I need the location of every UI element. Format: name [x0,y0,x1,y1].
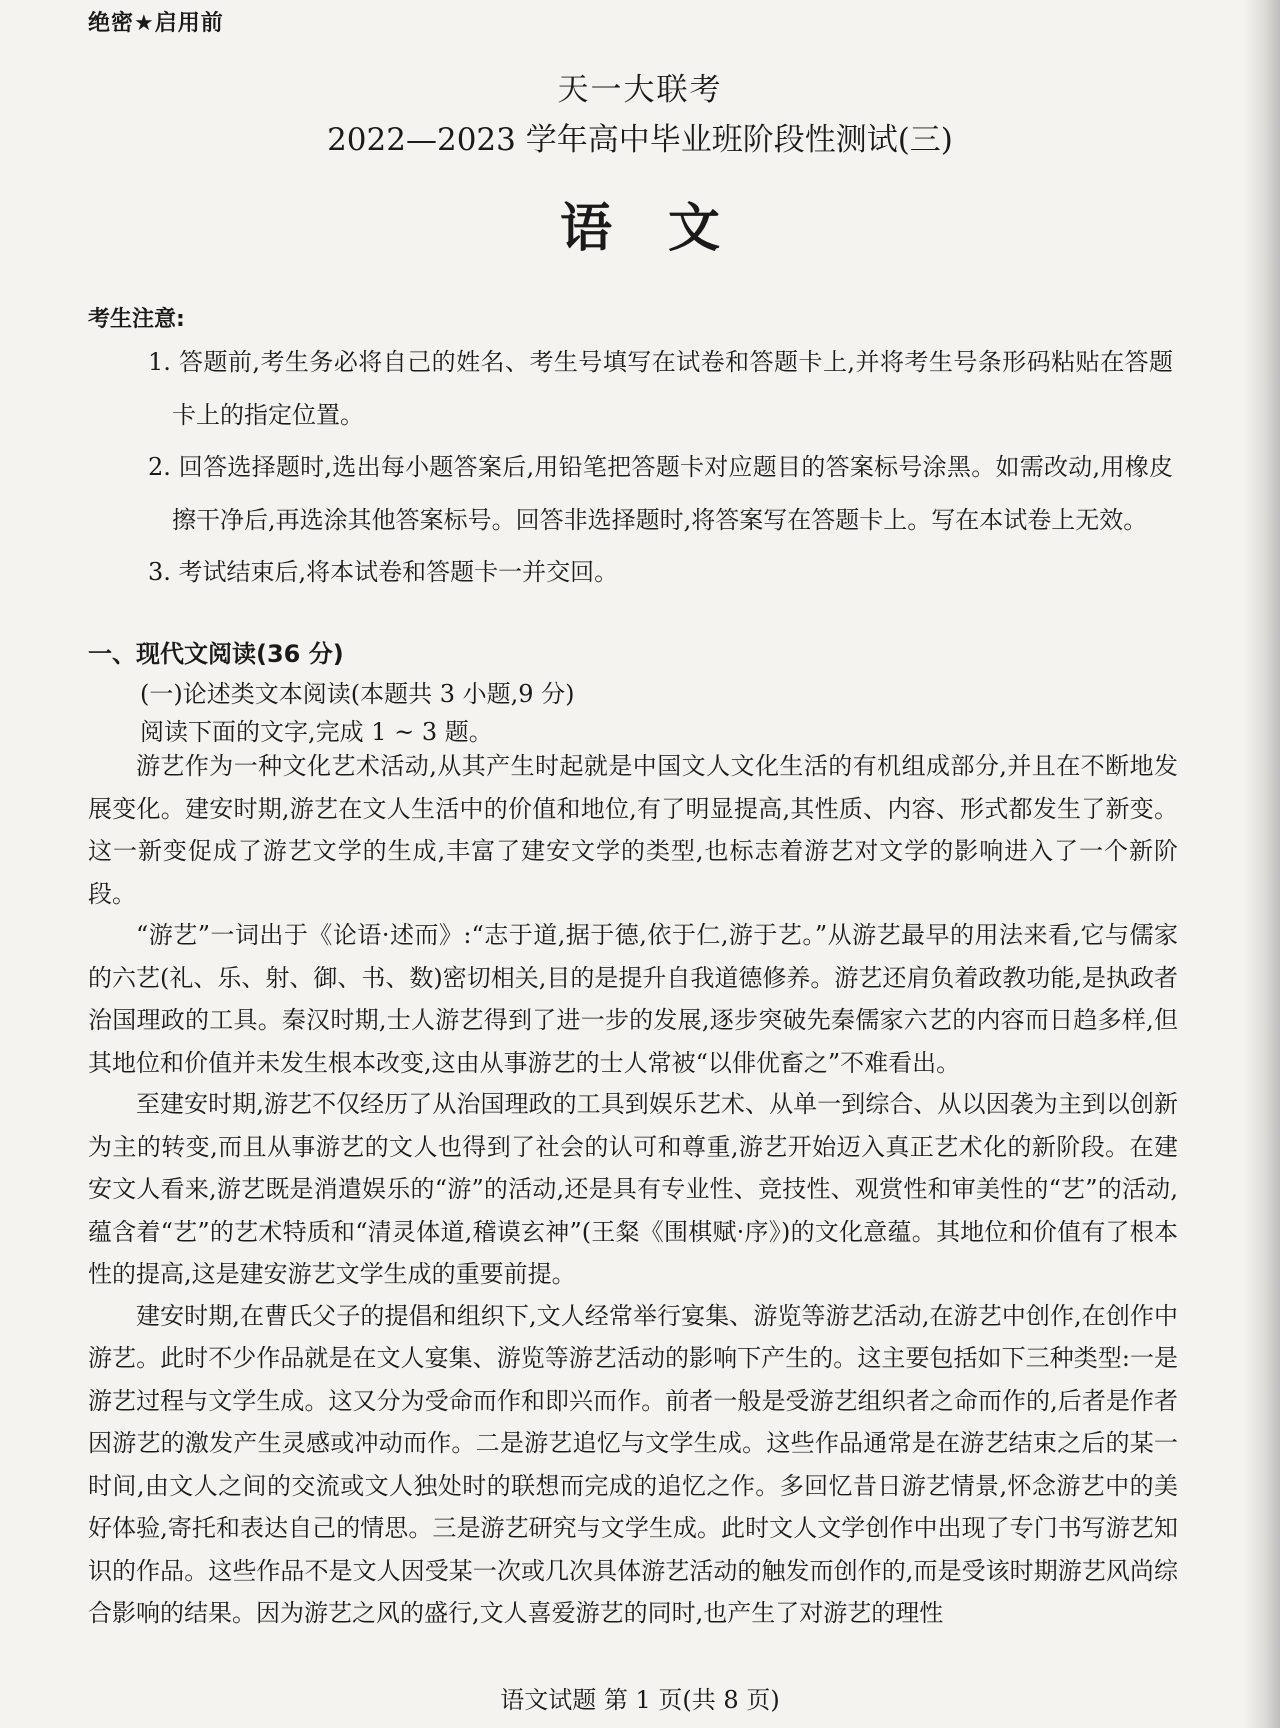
notice-list [148,336,1173,599]
notice-item: 2. 回答选择题时,选出每小题答案后,用铅笔把答题卡对应题目的答案标号涂黑。如需改动,用橡皮擦干净后,再选涂其他答案标号。回答非选择题时,将答案写在答题卡上。写在本试卷上无效。 [148,453,1173,534]
exam-brand: 天一大联考 [557,72,723,108]
notice-heading: 考生注意: [88,307,185,332]
passage-paragraph: “游艺”一词出于《论语·述而》:“志于道,据于德,依于仁,游于艺。”从游艺最早的用法来看,它与儒家的六艺(礼、乐、射、御、书、数)密切相关,目的是提升自我道德修养。游艺还肩负着政教功能,是执政者治国理政的工具。秦汉时期,士人游艺得到了进一步的发展,逐步突破先秦儒家六艺的内容而日趋多样,但其地位和价值并未发生根本改变,这由从事游艺的士人常被“以俳优畜之”不难看出。 [88,921,1178,1077]
passage-paragraph: 至建安时期,游艺不仅经历了从治国理政的工具到娱乐艺术、从单一到综合、从以因袭为主到以创新为主的转变,而且从事游艺的文人也得到了社会的认可和尊重,游艺开始迈入真正艺术化的新阶段。在建安文人看来,游艺既是消遣娱乐的“游”的活动,还是具有专业性、竞技性、观赏性和审美性的“艺”的活动,蕴含着“艺”的艺术特质和“清灵体道,稽谟玄神”(王粲《围棋赋·序》)的文化意蕴。其地位和价值有了根本性的提高,这是建安游艺文学生成的重要前提。 [88,1090,1178,1288]
notice-item: 1. 答题前,考生务必将自己的姓名、考生号填写在试卷和答题卡上,并将考生号条形码粘贴在答题卡上的指定位置。 [148,348,1173,429]
passage-paragraph: 建安时期,在曹氏父子的提倡和组织下,文人经常举行宴集、游览等游艺活动,在游艺中创作,在创作中游艺。此时不少作品就是在文人宴集、游览等游艺活动的影响下产生的。这主要包括如下三种类型:一是游艺过程与文学生成。这又分为受命而作和即兴而作。前者一般是受游艺组织者之命而作的,后者是作者因游艺的激发产生灵感或冲动而作。二是游艺追忆与文学生成。这些作品通常是在游艺结束之后的某一时间,由文人之间的交流或文人独处时的联想而完成的追忆之作。多回忆昔日游艺情景,怀念游艺中的美好体验,寄托和表达自己的情思。三是游艺研究与文学生成。此时文人文学创作中出现了专门书写游艺知识的作品。这些作品不是文人因受某一次或几次具体游艺活动的触发而创作的,而是受该时期游艺风尚综合影响的结果。因为游艺之风的盛行,文人喜爱游艺的同时,也产生了对游艺的理性 [88,1301,1178,1627]
passage-paragraph: 游艺作为一种文化艺术活动,从其产生时起就是中国文人文化生活的有机组成部分,并且在不断地发展变化。建安时期,游艺在文人生活中的价值和地位,有了明显提高,其性质、内容、形式都发生了新变。这一新变促成了游艺文学的生成,丰富了建安文学的类型,也标志着游艺对文学的影响进入了一个新阶段。 [88,752,1178,908]
exam-title: 2022—2023 学年高中毕业班阶段性测试(三) [327,122,953,158]
section-heading: 一、现代文阅读(36 分) [88,640,344,668]
notice-item: 3. 考试结束后,将本试卷和答题卡一并交回。 [148,558,619,586]
section-subheading: (一)论述类文本阅读(本题共 3 小题,9 分) [140,680,575,708]
reading-passage [88,745,1178,1635]
reading-instruction: 阅读下面的文字,完成 1 ~ 3 题。 [140,718,493,746]
secret-mark: 绝密★启用前 [88,11,224,36]
page-footer: 语文试题 第 1 页(共 8 页) [500,1686,780,1714]
subject-title: 语文 [559,199,776,259]
